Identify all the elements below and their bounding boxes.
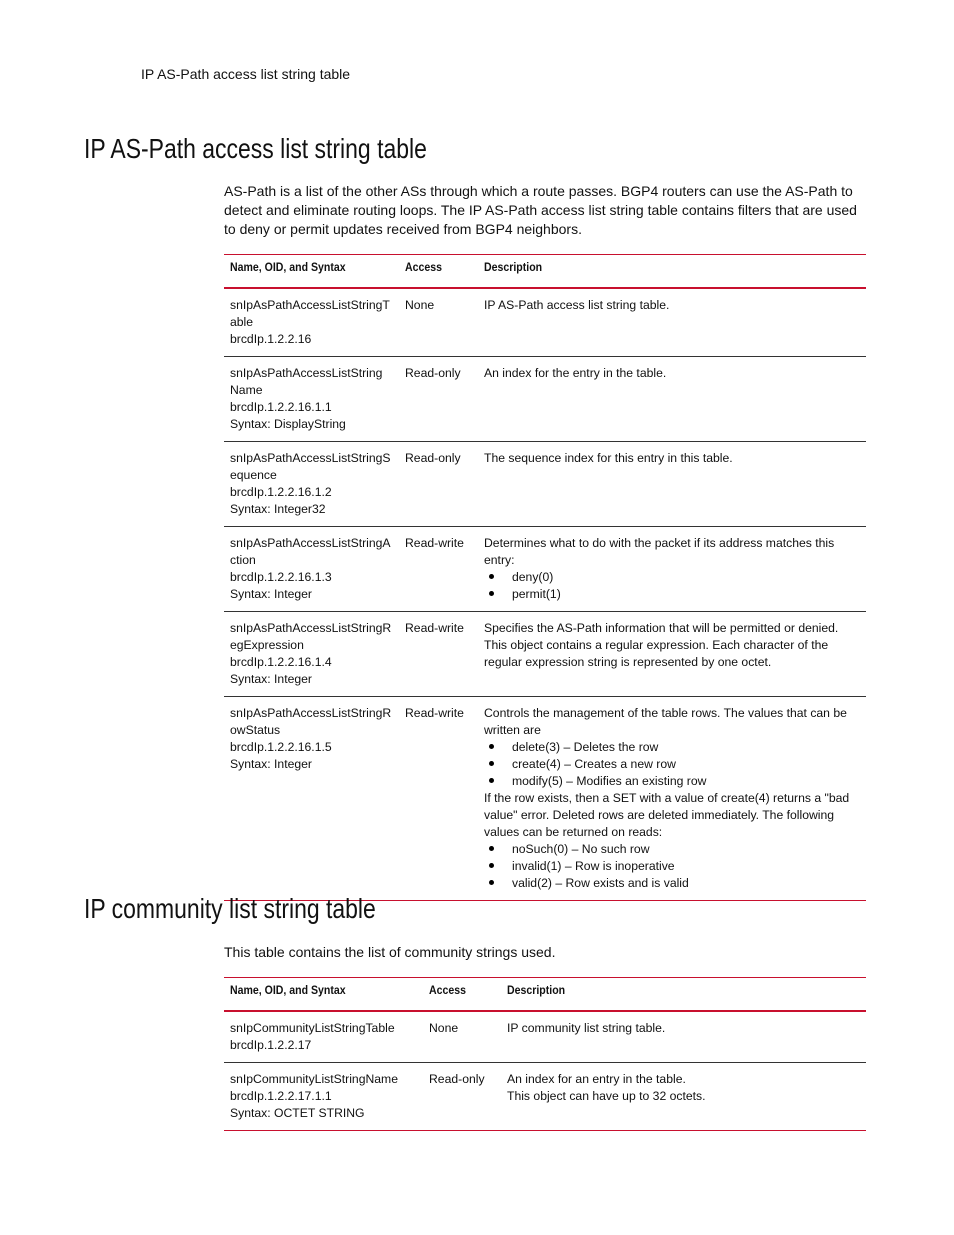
description-text: IP AS-Path access list string table. [484, 298, 670, 312]
cell-access: Read-only [399, 357, 478, 442]
cell-name-oid-syntax [224, 1011, 423, 1063]
name-line: brcdIp.1.2.2.16.1.5 [230, 740, 332, 754]
name-line: brcdIp.1.2.2.16.1.2 [230, 485, 332, 499]
cell-description [501, 1063, 866, 1131]
name-line: equence [230, 468, 277, 482]
cell-description [478, 697, 866, 901]
as-path-mib-table [224, 254, 866, 901]
column-header-name: Name, OID, and Syntax [224, 978, 423, 1012]
name-line: snIpAsPathAccessListStringA [230, 536, 391, 550]
bullet-item: invalid(1) – Row is inoperative [484, 858, 860, 875]
name-line: brcdIp.1.2.2.16.1.4 [230, 655, 332, 669]
name-line: brcdIp.1.2.2.16.1.1 [230, 400, 332, 414]
table-header-row [224, 978, 866, 1012]
bullet-item: delete(3) – Deletes the row [484, 739, 860, 756]
table-row [224, 1063, 866, 1131]
name-line: brcdIp.1.2.2.16.1.3 [230, 570, 332, 584]
name-line: snIpAsPathAccessListStringS [230, 451, 391, 465]
bullet-item: create(4) – Creates a new row [484, 756, 860, 773]
cell-access: None [423, 1011, 501, 1063]
description-text: This object can have up to 32 octets. [507, 1089, 706, 1103]
cell-access: Read-only [399, 442, 478, 527]
bullet-list [484, 569, 860, 603]
table-row [224, 527, 866, 612]
name-line: Syntax: Integer [230, 587, 312, 601]
cell-access: Read-write [399, 697, 478, 901]
name-line: Syntax: DisplayString [230, 417, 346, 431]
description-text: IP community list string table. [507, 1021, 666, 1035]
bullet-item: deny(0) [484, 569, 860, 586]
column-header-access: Access [423, 978, 501, 1012]
table-row [224, 697, 866, 901]
name-line: snIpAsPathAccessListStringR [230, 706, 392, 720]
cell-description [478, 442, 866, 527]
cell-description [478, 612, 866, 697]
cell-name-oid-syntax [224, 612, 399, 697]
section-intro-community: This table contains the list of community strings used. [224, 944, 556, 960]
name-line: snIpCommunityListStringTable [230, 1021, 395, 1035]
cell-description [478, 357, 866, 442]
cell-description [478, 527, 866, 612]
name-line: snIpAsPathAccessListString [230, 366, 383, 380]
name-line: Syntax: Integer [230, 757, 312, 771]
name-line: snIpAsPathAccessListStringR [230, 621, 392, 635]
community-mib-table [224, 977, 866, 1131]
name-line: brcdIp.1.2.2.17.1.1 [230, 1089, 332, 1103]
bullet-list [484, 739, 860, 790]
cell-name-oid-syntax [224, 357, 399, 442]
cell-access: Read-only [423, 1063, 501, 1131]
cell-name-oid-syntax [224, 288, 399, 357]
name-line: snIpAsPathAccessListStringT [230, 298, 390, 312]
bullet-list [484, 841, 860, 892]
name-line: brcdIp.1.2.2.17 [230, 1038, 312, 1052]
bullet-item: modify(5) – Modifies an existing row [484, 773, 860, 790]
bullet-item: noSuch(0) – No such row [484, 841, 860, 858]
running-header: IP AS-Path access list string table [141, 66, 351, 82]
description-text: Controls the management of the table rows. The values that can be written are [484, 706, 847, 737]
cell-description [501, 1011, 866, 1063]
cell-description [478, 288, 866, 357]
table-row [224, 612, 866, 697]
column-header-description: Description [478, 255, 866, 289]
description-text: Determines what to do with the packet if its address matches this entry: [484, 536, 835, 567]
description-text: An index for the entry in the table. [484, 366, 667, 380]
column-header-name: Name, OID, and Syntax [224, 255, 399, 289]
name-line: Syntax: Integer [230, 672, 312, 686]
as-path-table-body [224, 288, 866, 901]
name-line: brcdIp.1.2.2.16 [230, 332, 312, 346]
description-text: If the row exists, then a SET with a value of create(4) returns a "bad value" error. Deleted rows are deleted immediately. The following values can be returned on reads: [484, 791, 850, 839]
table-row [224, 1011, 866, 1063]
community-table-body [224, 1011, 866, 1131]
name-line: Syntax: OCTET STRING [230, 1106, 365, 1120]
column-header-access: Access [399, 255, 478, 289]
description-text: Specifies the AS-Path information that will be permitted or denied. This object contains a regular expression. Each character of the regular expression string is represented by one octet. [484, 621, 839, 669]
name-line: able [230, 315, 254, 329]
section-title-as-path: IP AS-Path access list string table [84, 133, 427, 164]
name-line: Syntax: Integer32 [230, 502, 326, 516]
cell-name-oid-syntax [224, 527, 399, 612]
table-header-row [224, 255, 866, 289]
cell-access: Read-write [399, 527, 478, 612]
name-line: owStatus [230, 723, 281, 737]
description-text: An index for an entry in the table. [507, 1072, 686, 1086]
column-header-description: Description [501, 978, 866, 1012]
name-line: egExpression [230, 638, 304, 652]
name-line: Name [230, 383, 263, 397]
bullet-item: valid(2) – Row exists and is valid [484, 875, 860, 892]
section-title-community: IP community list string table [84, 893, 376, 924]
cell-name-oid-syntax [224, 442, 399, 527]
cell-access: Read-write [399, 612, 478, 697]
bullet-item: permit(1) [484, 586, 860, 603]
cell-name-oid-syntax [224, 1063, 423, 1131]
name-line: snIpCommunityListStringName [230, 1072, 398, 1086]
table-row [224, 357, 866, 442]
cell-access: None [399, 288, 478, 357]
table-row [224, 442, 866, 527]
table-row [224, 288, 866, 357]
name-line: ction [230, 553, 256, 567]
section-intro-as-path: AS-Path is a list of the other ASs through which a route passes. BGP4 routers can use the AS-Path to detect and eliminate routing loops. The IP AS-Path access list string table contains filters that are used to deny or permit updates received from BGP4 neighbors. [224, 183, 857, 237]
description-text: The sequence index for this entry in this table. [484, 451, 733, 465]
cell-name-oid-syntax [224, 697, 399, 901]
